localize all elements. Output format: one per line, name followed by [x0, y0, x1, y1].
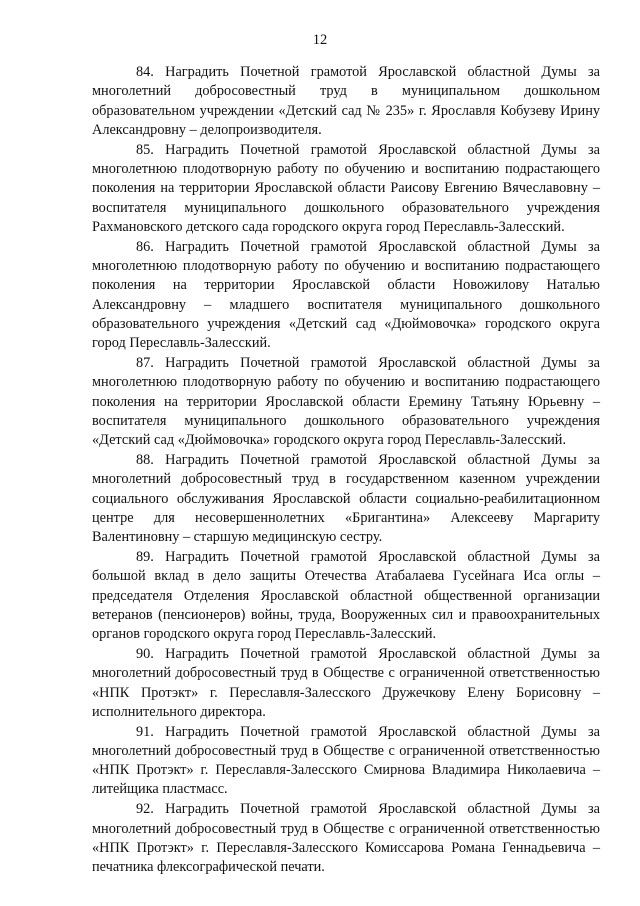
- paragraph-89: 89. Наградить Почетной грамотой Ярославской областной Думы за большой вклад в дело защиты Отечества Атабалаева Гусейнага Иса оглы – председателя Отделения Ярославской областной общественной организации ветеранов (пенсионеров) войны, труда, Вооруженных сил и правоохранительных органов городского округа город Переславль-Залесский.: [92, 548, 600, 643]
- paragraph-86: 86. Наградить Почетной грамотой Ярославской областной Думы за многолетнюю плодотворную работу по обучению и воспитанию подрастающего поколения на территории Ярославской области Новожилову Наталью Александровну – младшего воспитателя муниципального дошкольного образовательного учреждения «Детский сад «Дюймовочка» городского округа город Переславль-Залесский.: [92, 238, 600, 352]
- paragraph-84: 84. Наградить Почетной грамотой Ярославской областной Думы за многолетний добросовестный труд в муниципальном дошкольном образовательном учреждении «Детский сад № 235» г. Ярославля Кобузеву Ирину Александровну – делопроизводителя.: [92, 64, 600, 138]
- paragraph-92: 92. Наградить Почетной грамотой Ярославской областной Думы за многолетний добросовестный труд в Обществе с ограниченной ответственностью «НПК Протэкт» г. Переславля-Залесского Комиссарова Романа Геннадьевича – печатника флексографической печати.: [92, 801, 600, 876]
- paragraph-90: 90. Наградить Почетной грамотой Ярославской областной Думы за многолетний добросовестный труд в Обществе с ограниченной ответственностью «НПК Протэкт» г. Переславля-Залесского Дружечкову Елену Борисовну – исполнительного директора.: [92, 645, 600, 720]
- paragraph-85: 85. Наградить Почетной грамотой Ярославской областной Думы за многолетнюю плодотворную работу по обучению и воспитанию подрастающего поколения на территории Ярославской области Раисову Евгению Вячеславовну – воспитателя муниципального дошкольного образовательного учреждения Рахмановского детского сада городского округа город Переславль-Залесский.: [92, 141, 600, 235]
- paragraph-87: 87. Наградить Почетной грамотой Ярославской областной Думы за многолетнюю плодотворную работу по обучению и воспитанию подрастающего поколения на территории Ярославской области Еремину Татьяну Юрьевну – воспитателя муниципального дошкольного образовательного учреждения «Детский сад «Дюймовочка» городского округа город Переславль-Залесский.: [92, 354, 600, 449]
- page-number: 12: [312, 32, 328, 48]
- document-body: [92, 63, 600, 878]
- paragraph-91: 91. Наградить Почетной грамотой Ярославской областной Думы за многолетний добросовестный труд в Обществе с ограниченной ответственностью «НПК Протэкт» г. Переславля-Залесского Смирнова Владимира Николаевича – литейщика пластмасс.: [92, 723, 600, 798]
- paragraph-88: 88. Наградить Почетной грамотой Ярославской областной Думы за многолетний добросовестный труд в государственном казенном учреждении социального обслуживания Ярославской области социально-реабилитационном центре для несовершеннолетних «Бригантина» Алексееву Маргариту Валентиновну – старшую медицинскую сестру.: [92, 451, 600, 546]
